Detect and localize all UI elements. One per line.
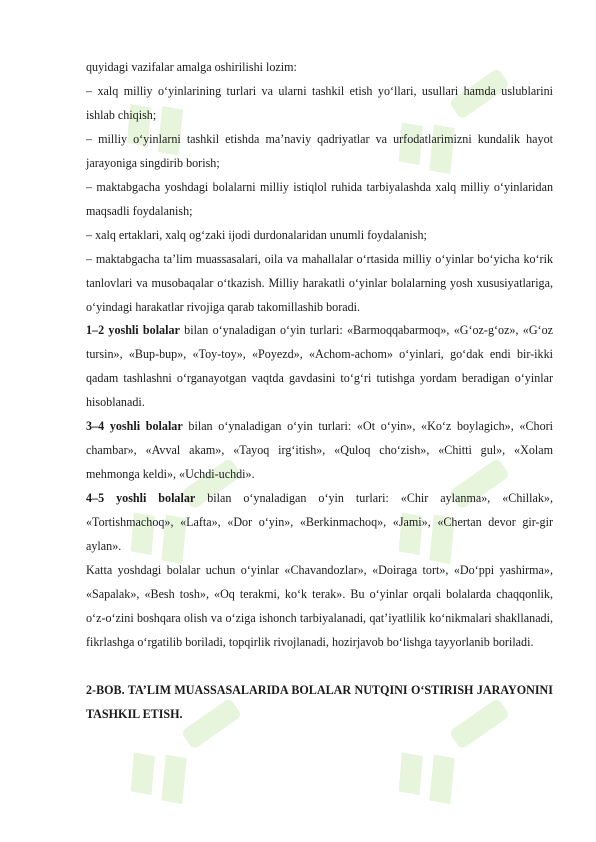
age-group-paragraph	[86, 487, 553, 559]
spacer	[86, 655, 553, 679]
age-group-label: 3–4 yoshli bolalar	[86, 419, 183, 434]
chapter-heading: 2-BOB. TA’LIM MUASSASALARIDA BOLALAR NUTQINI O‘STIRISH JARAYONINI TASHKIL ETISH.	[86, 682, 553, 721]
age-group-label: 1–2 yoshli bolalar	[86, 323, 180, 338]
document-body	[86, 56, 553, 727]
paragraph: quyidagi vazifalar amalga oshirilishi lozim:	[86, 60, 297, 74]
age-group-paragraph	[86, 319, 553, 415]
age-group-paragraph	[86, 415, 553, 487]
age-group-text: bilan o‘ynaladigan o‘yin turlari: «Ot o‘yin», «Ko‘z boylagich», «Chori chambar», «Avval akam», «Tayoq irg‘itish», «Quloq cho‘zish», «Chitti gul», «Xolam mehmonga keldi», «Uchdi-uchdi».	[86, 419, 554, 482]
list-item: – maktabgacha yoshdagi bolalarni milliy istiqlol ruhida tarbiyalashda xalq milliy o‘yinlaridan maqsadli foydalanish;	[86, 179, 553, 218]
list-item: – milliy o‘yinlarni tashkil etishda ma’naviy qadriyatlar va urfodatlarimizni kundalik hayot jarayoniga singdirib borish;	[86, 131, 553, 170]
age-group-label: 4–5 yoshli bolalar	[86, 491, 196, 506]
age-group-text: bilan o‘ynaladigan o‘yin turlari: «Barmoqqabarmoq», «G‘oz-g‘oz», «G‘oz tursin», «Bup-bup», «Toy-toy», «Poyezd», «Achom-achom» o‘yinlari, go‘dak endi bir-ikki qadam tashlashni o‘rganayotgan vaqtda gavdasini to‘g‘ri tutishga yordam beradigan o‘yinlar hisoblanadi.	[86, 323, 553, 410]
list-item: – maktabgacha ta’lim muassasalari, oila va mahallalar o‘rtasida milliy o‘yinlar bo‘yicha ko‘rik tanlovlari va musobaqalar o‘tkazish. Milliy harakatli o‘yinlar bolalarning yosh xususiyatlariga, o‘yindagi harakatlar rivojiga qarab takomillashib boradi.	[86, 251, 553, 314]
list-item: – xalq ertaklari, xalq og‘zaki ijodi durdonalaridan unumli foydalanish;	[86, 227, 427, 242]
closing-paragraph: Katta yoshdagi bolalar uchun o‘yinlar «Chavandozlar», «Doiraga tort», «Do‘ppi yashirma», «Sapalak», «Besh tosh», «Oq terakmi, ko‘k terak». Bu o‘yinlar orqali bolalarda chaqqonlik, o‘z-o‘zini boshqara olish va o‘ziga ishonch tarbiyalanadi, qat’iyatlilik ko‘nikmalari shakllanadi, fikrlashga o‘rgatilib boriladi, topqirlik rivojlanadi, hozirjavob bo‘lishga tayyorlanib boriladi.	[86, 563, 553, 649]
list-item: – xalq milliy o‘yinlarining turlari va ularni tashkil etish yo‘llari, usullari hamda uslublarini ishlab chiqish;	[86, 83, 553, 122]
age-group-text: bilan o‘ynaladigan o‘yin turlari: «Chir aylanma», «Chillak», «Tortishmachoq», «Lafta», «Dor o‘yin», «Berkinmachoq», «Jami», «Chertan devor gir-gir aylan».	[86, 491, 553, 554]
